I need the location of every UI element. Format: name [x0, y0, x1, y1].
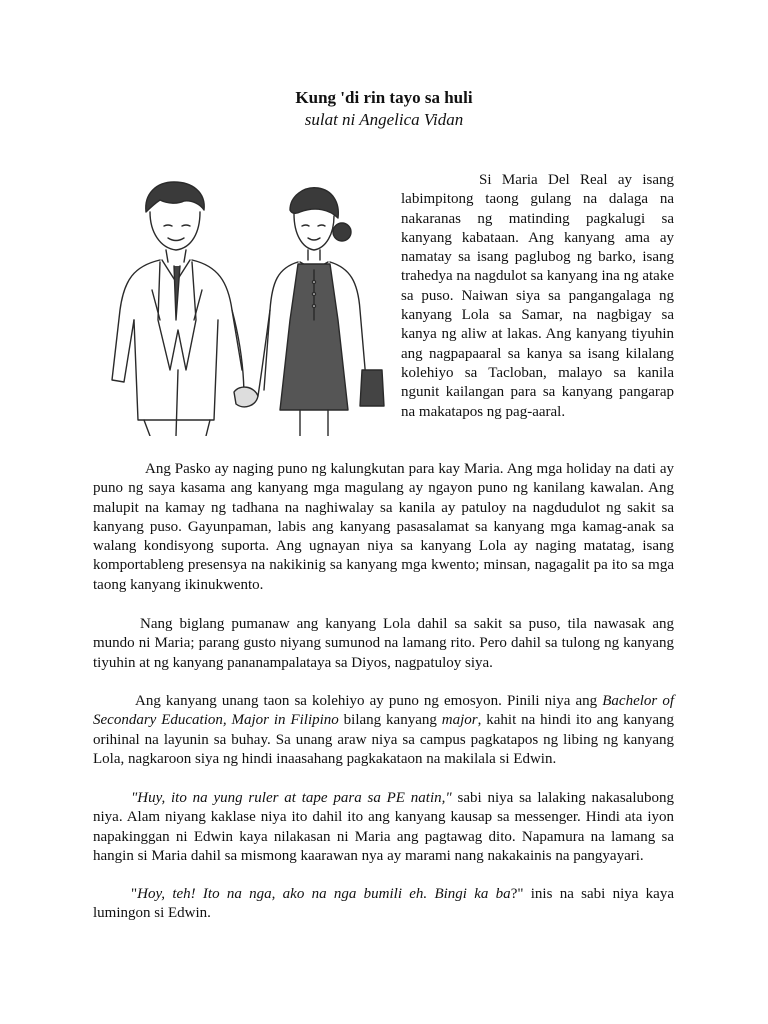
paragraph-5	[93, 789, 674, 866]
paragraph-4	[93, 692, 674, 769]
paragraph-6-text: ?" inis na sabi niya kaya lumingon si Edwin.	[93, 886, 674, 922]
degree-program: Bachelor of Secondary Education, Major in Filipino	[93, 693, 674, 729]
paragraph-4-text: bilang kanyang	[338, 712, 442, 729]
dialogue-quote: Hoy, teh! Ito na nga, ako na nga bumili eh. Bingi ka ba	[137, 886, 511, 902]
story-byline: sulat ni Angelica Vidan	[304, 110, 464, 129]
paragraph-6	[93, 885, 674, 924]
paragraph-4-text: Ang kanyang unang taon sa kolehiyo ay puno ng emosyon. Pinili niya ang	[135, 693, 603, 709]
story-title: Kung 'di rin tayo sa huli	[295, 88, 473, 107]
couple-holding-hands-illustration	[94, 170, 390, 436]
paragraph-4-text: , kahit na hindi ito ang kanyang orihinal na layunin sa buhay. Sa unang araw niya sa campus pagkatapos ng libing ng kanyang Lola, nagkaroon siya ng hindi inaasahang pagkakataon na makilala si Edwin.	[93, 712, 674, 767]
paragraph-2: Ang Pasko ay naging puno ng kalungkutan para kay Maria. Ang mga holiday na dati ay puno ng saya kasama ang kanyang mga magulang ay ngayon puno ng kanilang kawalan. Ang malupit na kamay ng tadhana na naghiwalay sa kanila ay patuloy na nagdudulot ng sakit sa kanyang puso. Gayunpaman, labis ang kanyang pasasalamat sa kanyang mga kamag-anak sa walang kondisyong suporta. Ang ugnayan niya sa kanyang Lola ay naging matatag, isang komportableng presensya na nakikinig sa kanyang mga kwento; minsan, nagagalit pa ito sa mga taong kanyang ikinukwento.	[93, 461, 674, 593]
paragraph-1: Si Maria Del Real ay isang labimpitong taong gulang na dalaga na nakaranas ng matinding pagkalugi sa kanyang kabataan. Ang kanyang ama ay namatay sa isang paglubog ng barko, isang trahedya na nagdulot sa kanyang ina ng atake sa puso. Naiwan siya sa pangangalaga ng kanyang Lola sa Samar, na nagbigay sa kanya ng aliw at lakas. Ang kanyang tiyuhin ang nagpapaaral sa kanya sa isang kilalang kolehiyo sa Tacloban, malayo sa kanila ngunit kailangan para sa kanyang pangarap na makatapos ng pag-aaral.	[401, 172, 674, 420]
paragraph-3: Nang biglang pumanaw ang kanyang Lola dahil sa sakit sa puso, tila nawasak ang mundo ni Maria; parang gusto niyang sumunod na lamang rito. Pero dahil sa tulong ng kanyang tiyuhin at ng kanyang pananampalataya sa Diyos, nagpatuloy siya.	[93, 616, 674, 671]
paragraph-6-text: "	[131, 886, 138, 902]
paragraph-5-text: sabi niya sa lalaking nakasalubong niya. Alam niyang kaklase niya ito dahil ito ang kanyang kausap sa messenger. Hindi ata iyon napakinggan ni Edwin kaya nilakasan ni Maria ang pagtawag dito. Napamura na lamang sa hangin si Maria dahil sa mismong kaarawan nya ay marami nang nakakainis na pangyayari.	[93, 790, 674, 864]
dialogue-quote: "Huy, ito na yung ruler at tape para sa PE natin,"	[131, 790, 452, 806]
major-term: major	[441, 712, 478, 729]
